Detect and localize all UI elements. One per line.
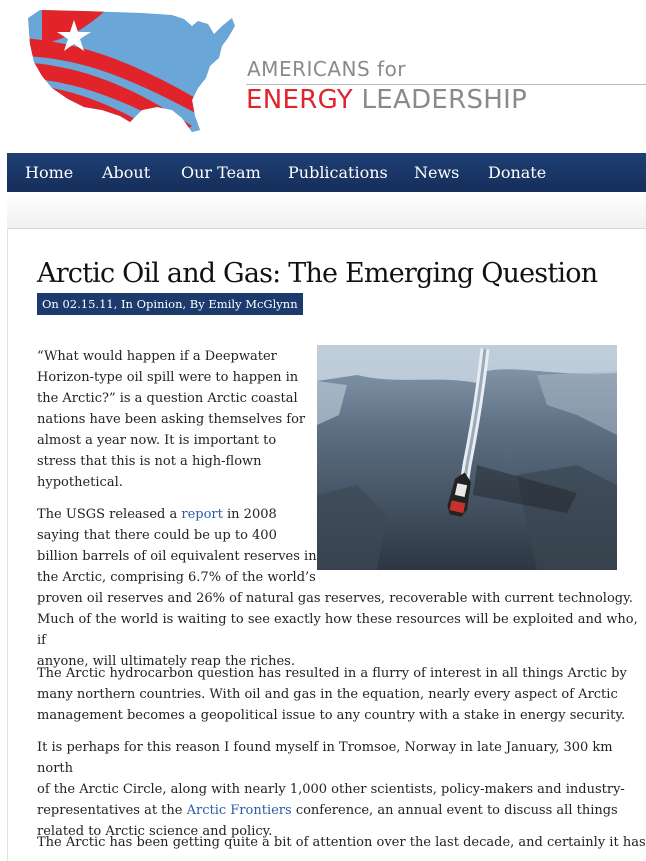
article-title: Arctic Oil and Gas: The Emerging Question	[37, 258, 598, 289]
article-meta-badge: On 02.15.11, In Opinion, By Emily McGlynn	[37, 293, 303, 315]
text-line: Horizon-type oil spill were to happen in	[37, 370, 299, 385]
brand-tagline: AMERICANS for	[247, 57, 407, 81]
text-line: saying that there could be up to 400	[37, 528, 277, 543]
report-link[interactable]: report	[181, 507, 223, 522]
article-paragraph-1	[37, 346, 305, 493]
us-map-flag-logo-icon[interactable]	[22, 4, 236, 138]
text-line: related to Arctic science and policy.	[37, 824, 273, 839]
text-line: proven oil reserves and 26% of natural gas reserves, recoverable with current technology.	[37, 591, 633, 606]
text-line: management becomes a geopolitical issue to any country with a stake in energy security.	[37, 708, 626, 723]
text-line: It is perhaps for this reason I found myself in Tromsoe, Norway in late January, 300 km north	[37, 740, 613, 776]
text-line: the Arctic, comprising 6.7% of the world’s	[37, 570, 316, 585]
text-line: hypothetical.	[37, 475, 123, 490]
text-line: billion barrels of oil equivalent reserves in	[37, 549, 317, 564]
nav-item-news[interactable]: News	[414, 163, 460, 182]
text-line: nations have been asking themselves for	[37, 412, 306, 427]
text-line: the Arctic?” is a question Arctic coastal	[37, 391, 298, 406]
nav-item-home[interactable]: Home	[25, 163, 74, 182]
sub-nav-bar	[7, 192, 646, 229]
arctic-frontiers-link[interactable]: Arctic Frontiers	[186, 803, 292, 818]
text-line	[37, 800, 646, 821]
brand-name	[246, 85, 527, 115]
main-nav	[7, 153, 646, 192]
text-line: many northern countries. With oil and gas in the equation, nearly every aspect of Arctic	[37, 687, 618, 702]
brand-name-leadership: LEADERSHIP	[352, 85, 528, 115]
text-span: in 2008	[222, 507, 277, 522]
text-line: Much of the world is waiting to see exactly how these resources will be exploited and who, if	[37, 612, 638, 648]
text-span: conference, an annual event to discuss all things	[291, 803, 618, 818]
text-span: The USGS released a	[37, 507, 182, 522]
content-border	[7, 228, 8, 861]
nav-item-about[interactable]: About	[102, 163, 151, 182]
text-line: anyone, will ultimately reap the riches.	[37, 654, 295, 669]
article-paragraph-4	[37, 737, 646, 842]
site-header	[0, 0, 646, 152]
nav-item-publications[interactable]: Publications	[288, 163, 388, 182]
nav-item-donate[interactable]: Donate	[488, 163, 547, 182]
article-paragraph-3	[37, 663, 627, 726]
text-span: representatives at the	[37, 803, 187, 818]
text-line: “What would happen if a Deepwater	[37, 349, 277, 364]
text-line: stress that this is not a high-flown	[37, 454, 262, 469]
article-paragraph-5	[37, 832, 646, 853]
text-line: almost a year now. It is important to	[37, 433, 277, 448]
nav-item-our-team[interactable]: Our Team	[181, 163, 261, 182]
article-paragraph-2	[37, 504, 646, 672]
text-line: The Arctic has been getting quite a bit of attention over the last decade, and certainly it has	[37, 835, 646, 850]
brand-name-energy: ENERGY	[246, 85, 353, 115]
text-line: The Arctic hydrocarbon question has resulted in a flurry of interest in all things Arctic by	[37, 666, 627, 681]
text-line: of the Arctic Circle, along with nearly 1,000 other scientists, policy-makers and industry-	[37, 782, 625, 797]
text-line	[37, 504, 646, 525]
